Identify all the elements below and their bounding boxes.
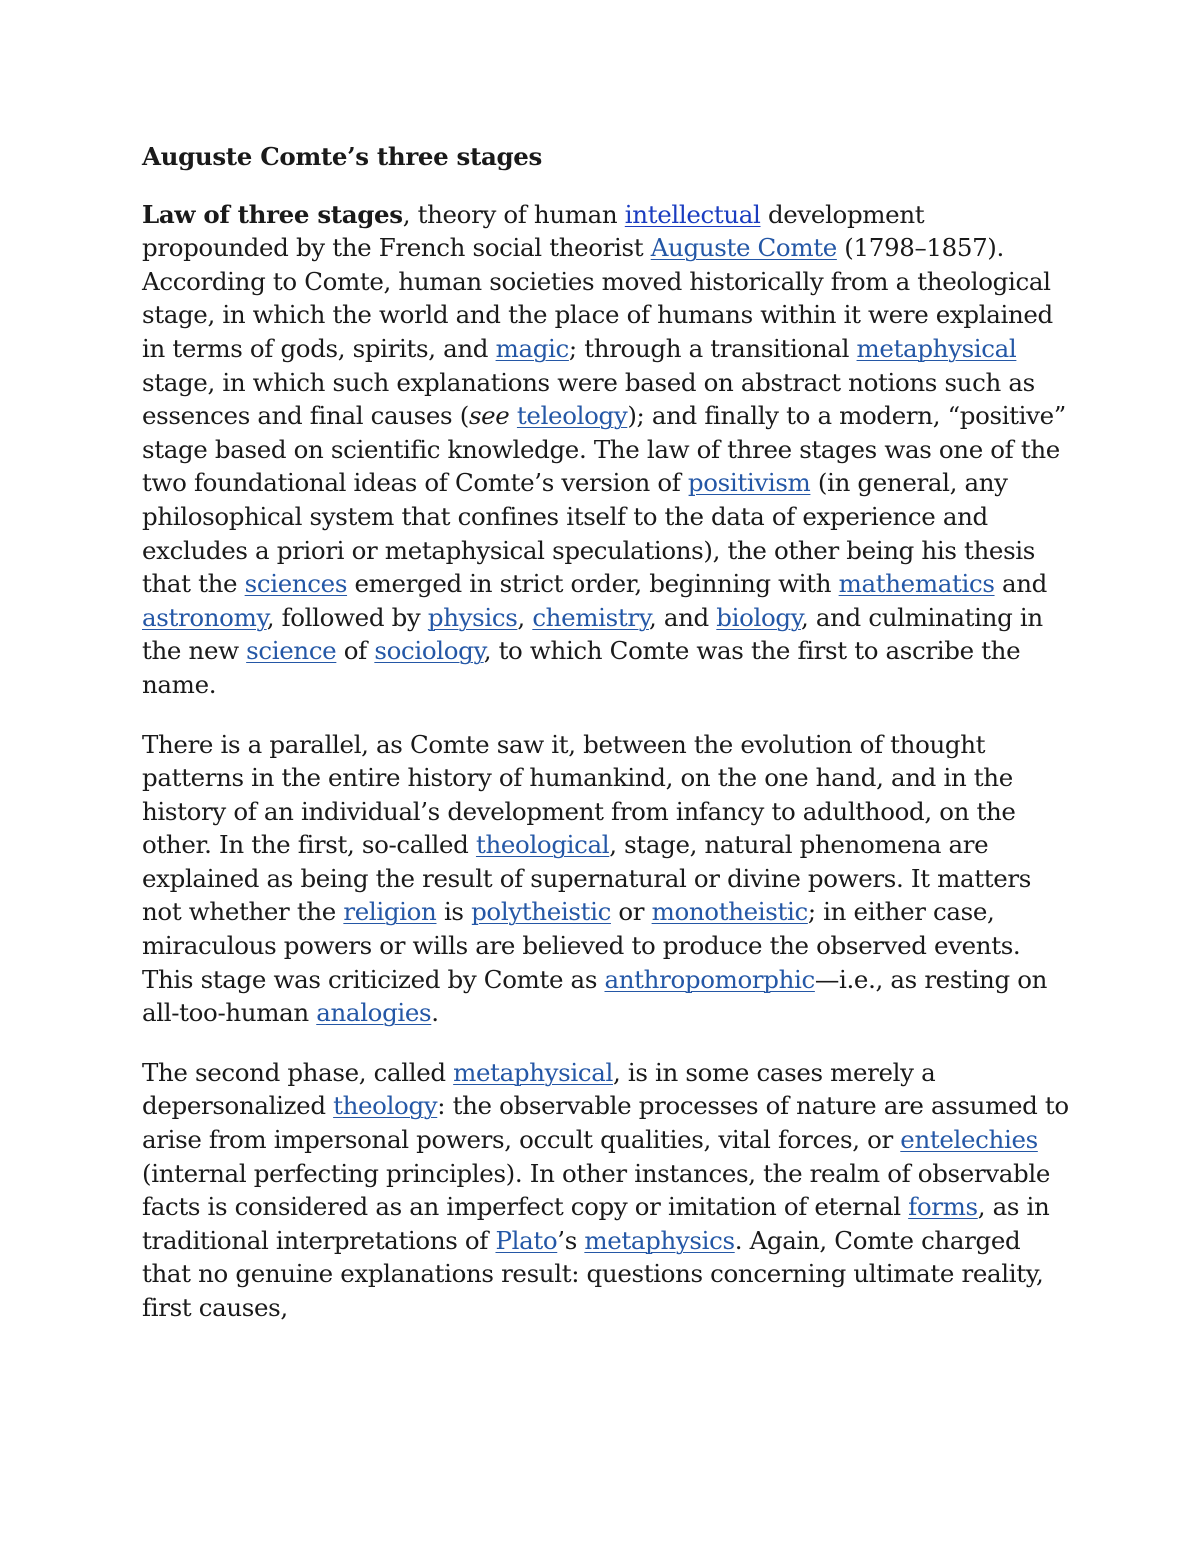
body-text: , and culminating in the new xyxy=(142,602,1043,666)
body-text: stage, in which such explanations were based on abstract notions such as essences and final causes ( xyxy=(142,367,1035,431)
link-sciences[interactable]: sciences xyxy=(244,569,348,599)
body-text: or xyxy=(610,897,652,927)
link-intellectual[interactable]: intellectual xyxy=(624,199,761,229)
body-text: , xyxy=(517,602,533,632)
body-text xyxy=(509,401,516,430)
body-text: ; in either case, miraculous powers or wills are believed to produce the observed events. This stage was criticized by Comte as xyxy=(142,897,1021,994)
document-title: Auguste Comte’s three stages xyxy=(142,142,542,171)
body-text: : the observable processes of nature are assumed to arise from impersonal powers, occult qualities, vital forces, or xyxy=(142,1091,1069,1155)
italic-text: see xyxy=(468,401,510,431)
body-text: . xyxy=(431,998,439,1028)
body-text: emerged in strict order, beginning with xyxy=(347,569,839,599)
paragraph-3 xyxy=(142,1056,1072,1325)
link-monotheistic[interactable]: monotheistic xyxy=(651,897,808,927)
body-text: ; through a transitional xyxy=(568,333,857,363)
link-teleology[interactable]: teleology xyxy=(516,401,628,431)
link-mathematics[interactable]: mathematics xyxy=(838,569,995,599)
body-text: The second phase, called xyxy=(142,1057,454,1087)
link-positivism[interactable]: positivism xyxy=(687,468,811,498)
body-text: , theory of human xyxy=(402,199,625,229)
body-text: —i.e., as resting on all-too-human xyxy=(142,964,1048,1028)
body-text: , to which Comte was the first to ascribe the name. xyxy=(142,636,1021,699)
body-text: , as in traditional interpretations of xyxy=(142,1192,1050,1255)
body-text: , and xyxy=(648,602,717,632)
body-text: , stage, natural phenomena are explained as being the result of supernatural or divine powers. It matters not whether the xyxy=(142,830,1032,927)
link-metaphysics[interactable]: metaphysics xyxy=(584,1225,735,1255)
link-science[interactable]: science xyxy=(246,636,337,666)
document-body xyxy=(142,198,1072,1325)
body-text: and xyxy=(994,569,1048,599)
body-text: There is a parallel, as Comte saw it, between the evolution of thought patterns in the entire history of humankind, on the one hand, and in the history of an individual’s development from infancy to adulthood, on the other. In the first, so-called xyxy=(142,729,1016,860)
body-text: (internal perfecting principles). In other instances, the realm of observable facts is considered as an imperfect copy or imitation of eternal xyxy=(142,1158,1050,1222)
body-text: ’s xyxy=(557,1225,585,1255)
body-text: (in general, any philosophical system that confines itself to the data of experience and excludes a priori or metaphysical speculations), the other being his thesis that the xyxy=(142,468,1036,599)
bold-term: Law of three stages xyxy=(142,199,403,229)
link-anthropomorphic[interactable]: anthropomorphic xyxy=(604,964,815,994)
link-metaphysical[interactable]: metaphysical xyxy=(453,1057,613,1087)
link-astronomy[interactable]: astronomy xyxy=(142,602,267,632)
link-plato[interactable]: Plato xyxy=(495,1225,558,1255)
link-metaphysical[interactable]: metaphysical xyxy=(856,333,1017,363)
body-text: development propounded by the French social theorist xyxy=(142,199,925,263)
link-physics[interactable]: physics xyxy=(427,602,518,632)
link-magic[interactable]: magic xyxy=(495,333,569,363)
link-chemistry[interactable]: chemistry xyxy=(532,602,649,632)
link-theology[interactable]: theology xyxy=(333,1091,438,1121)
link-analogies[interactable]: analogies xyxy=(316,998,432,1028)
link-biology[interactable]: biology xyxy=(716,602,801,632)
document-page xyxy=(142,140,1072,1351)
body-text: (1798–1857). According to Comte, human societies moved historically from a theological stage, in which the world and the place of humans within it were explained in terms of gods, spirits, and xyxy=(142,233,1053,363)
link-theological[interactable]: theological xyxy=(475,830,610,860)
body-text: ); and finally to a modern, “positive” stage based on scientific knowledge. The law of three stages was one of the two foundational ideas of Comte’s version of xyxy=(142,401,1066,498)
body-text: is xyxy=(436,897,472,927)
body-text: . Again, Comte charged that no genuine explanations result: questions concerning ultimate reality, first causes, xyxy=(142,1225,1044,1322)
link-polytheistic[interactable]: polytheistic xyxy=(471,897,611,927)
paragraph-1 xyxy=(142,198,1072,702)
link-auguste-comte[interactable]: Auguste Comte xyxy=(650,233,837,263)
link-religion[interactable]: religion xyxy=(343,897,437,927)
body-text: of xyxy=(336,636,375,666)
link-forms[interactable]: forms xyxy=(908,1192,978,1222)
body-text: , followed by xyxy=(266,602,428,632)
link-entelechies[interactable]: entelechies xyxy=(900,1125,1038,1155)
body-text: , is in some cases merely a depersonalized xyxy=(142,1057,936,1121)
paragraph-2 xyxy=(142,728,1072,1030)
link-sociology[interactable]: sociology xyxy=(374,636,484,666)
